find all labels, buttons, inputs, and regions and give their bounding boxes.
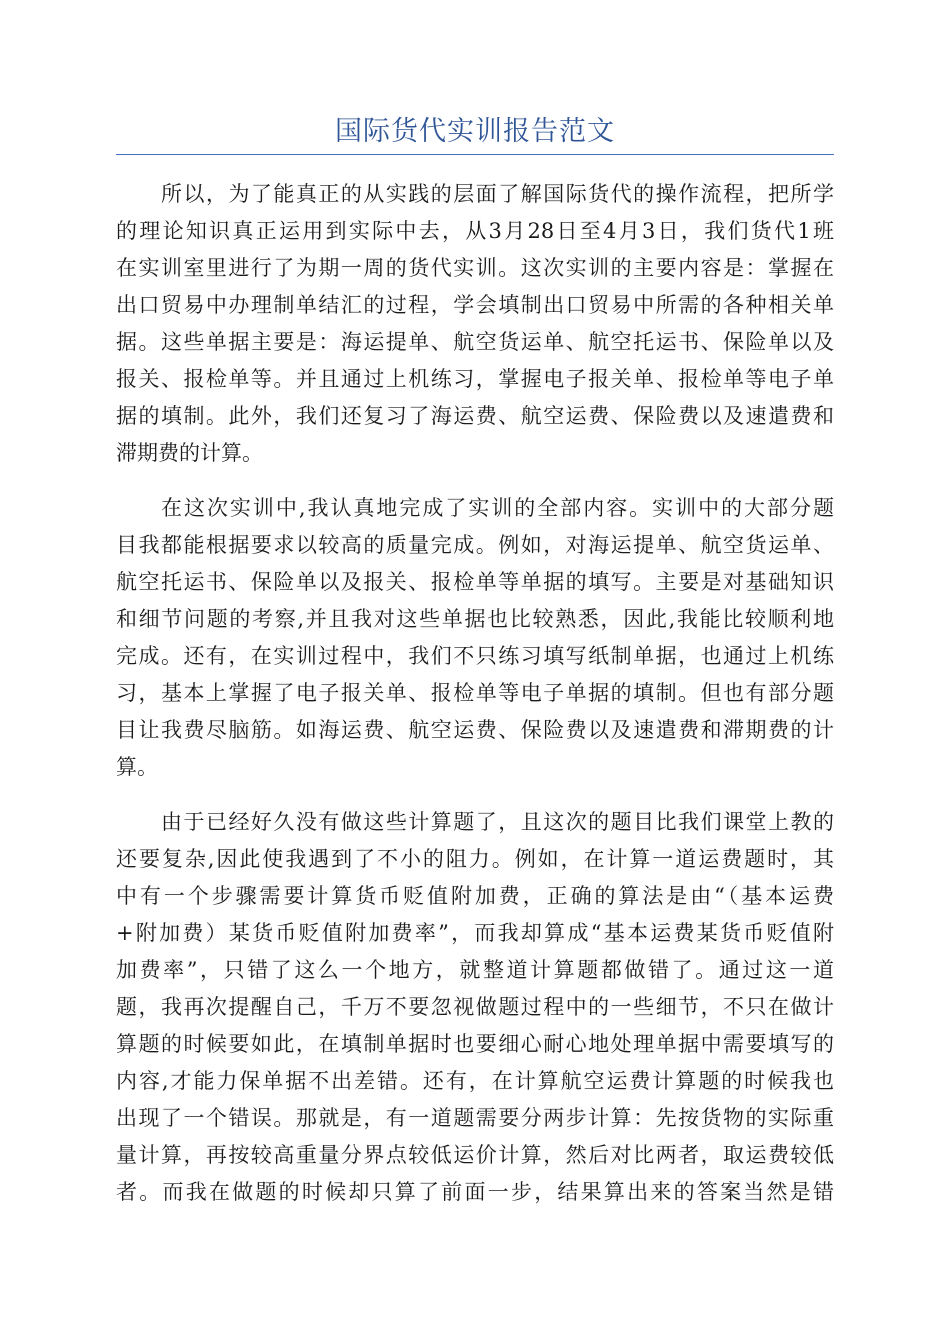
paragraph-line: 据。这些单据主要是：海运提单、航空货运单、航空托运书、保险单以及 [116,330,834,354]
paragraph-line: 量计算，再按较高重量分界点较低运价计算，然后对比两者，取运费较低 [116,1143,834,1167]
paragraph-line: 由于已经好久没有做这些计算题了，且这次的题目比我们课堂上教的 [161,810,834,834]
paragraph-line: 内容,才能力保单据不出差错。还有，在计算航空运费计算题的时候我也 [116,1069,834,1093]
document-body [116,176,834,1229]
paragraph-line: +附加费）某货币贬值附加费率”，而我却算成“基本运费某货币贬值附 [116,921,834,945]
paragraph-line: 出口贸易中办理制单结汇的过程，学会填制出口贸易中所需的各种相关单 [116,293,834,317]
document-title: 国际货代实训报告范文 [335,116,615,147]
paragraph-line: 和细节问题的考察,并且我对这些单据也比较熟悉，因此,我能比较顺利地 [116,607,834,631]
paragraph [116,804,834,1211]
paragraph-line: 在实训室里进行了为期一周的货代实训。这次实训的主要内容是：掌握在 [116,256,834,280]
paragraph [116,490,834,786]
paragraph-line: 题，我再次提醒自己，千万不要忽视做题过程中的一些细节，不只在做计 [116,995,834,1019]
paragraph-line: 习，基本上掌握了电子报关单、报检单等电子单据的填制。但也有部分题 [116,681,834,705]
paragraph-line: 还要复杂,因此使我遇到了不小的阻力。例如，在计算一道运费题时，其 [116,847,834,871]
paragraph [116,176,834,472]
paragraph-line: 滞期费的计算。 [116,441,263,465]
paragraph-line: 所以，为了能真正的从实践的层面了解国际货代的操作流程，把所学 [161,182,834,206]
paragraph-line: 算。 [116,755,158,779]
paragraph-line: 报关、报检单等。并且通过上机练习，掌握电子报关单、报检单等电子单 [116,367,834,391]
paragraph-line: 目让我费尽脑筋。如海运费、航空运费、保险费以及速遣费和滞期费的计 [116,718,834,742]
paragraph-line: 者。而我在做题的时候却只算了前面一步，结果算出来的答案当然是错 [116,1180,834,1204]
paragraph-line: 完成。还有，在实训过程中，我们不只练习填写纸制单据，也通过上机练 [116,644,834,668]
paragraph-line: 中有一个步骤需要计算货币贬值附加费，正确的算法是由“（基本运费 [116,884,834,908]
paragraph-line: 目我都能根据要求以较高的质量完成。例如，对海运提单、航空货运单、 [116,533,834,557]
paragraph-line: 的理论知识真正运用到实际中去，从3月28日至4月3日，我们货代1班 [116,219,834,243]
title-underline [116,154,834,155]
paragraph-line: 航空托运书、保险单以及报关、报检单等单据的填写。主要是对基础知识 [116,570,834,594]
paragraph-line: 加费率”，只错了这么一个地方，就整道计算题都做错了。通过这一道 [116,958,834,982]
paragraph-line: 出现了一个错误。那就是，有一道题需要分两步计算：先按货物的实际重 [116,1106,834,1130]
paragraph-line: 算题的时候要如此，在填制单据时也要细心耐心地处理单据中需要填写的 [116,1032,834,1056]
paragraph-line: 据的填制。此外，我们还复习了海运费、航空运费、保险费以及速遣费和 [116,404,834,428]
paragraph-line: 在这次实训中,我认真地完成了实训的全部内容。实训中的大部分题 [161,496,834,520]
